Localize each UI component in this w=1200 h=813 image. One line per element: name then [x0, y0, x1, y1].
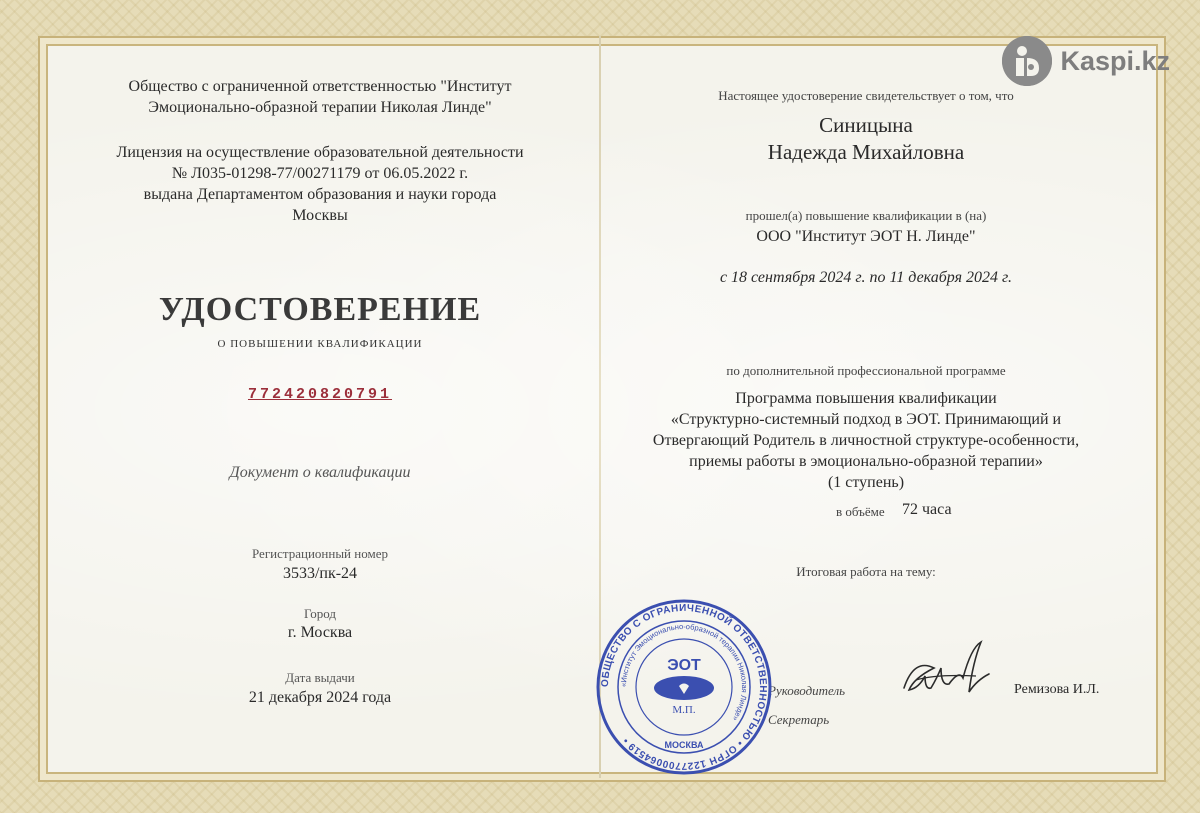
head-label: Руководитель: [768, 683, 846, 698]
secretary-label: Секретарь: [768, 712, 830, 727]
license-line2: № Л035-01298-77/00271179 от 06.05.2022 г.: [171, 165, 469, 182]
institution-name: ООО "Институт ЭОТ Н. Линде": [756, 228, 976, 245]
program-intro: по дополнительной профессиональной программе: [726, 363, 1006, 378]
program-line3: Отвергающий Родитель в личностной структуре-особенности,: [652, 432, 1080, 449]
reg-number-label: Регистрационный номер: [252, 546, 388, 561]
training-period: с 18 сентября 2024 г. по 11 декабря 2024 г.: [719, 269, 1013, 286]
org-name-line1: Общество с ограниченной ответственностью "Институт: [128, 78, 512, 95]
holder-surname: Синицына: [819, 113, 913, 137]
stamp-ring-text: ОБЩЕСТВО С ОГРАНИЧЕННОЙ ОТВЕТСТВЕННОСТЬЮ • ОГРН 1227700064519 •: [599, 602, 769, 772]
volume-value: 72 часа: [902, 501, 952, 518]
holder-given-names: Надежда Михайловна: [767, 140, 965, 164]
stamp-center-text: ЭОТ: [667, 657, 701, 674]
stamp-city-text: МОСКВА: [664, 740, 704, 750]
license-line1: Лицензия на осуществление образовательной деятельности: [116, 144, 524, 161]
org-name-line2: Эмоционально-образной терапии Николая Линде": [148, 99, 492, 116]
head-signature: [896, 640, 1026, 710]
license-line3: выдана Департаментом образования и науки города: [143, 186, 497, 203]
reg-number-value: 3533/пк-24: [282, 565, 358, 582]
final-work-label: Итоговая работа на тему:: [796, 564, 936, 579]
city-label: Город: [303, 606, 337, 621]
program-line5: (1 ступень): [827, 474, 905, 491]
serial-number-wrap: [40, 385, 600, 403]
city-value: г. Москва: [287, 624, 353, 641]
license-line4: Москвы: [292, 207, 348, 224]
stamp-mp-text: М.П.: [672, 704, 696, 716]
intro-text: Настоящее удостоверение свидетельствует о том, что: [718, 88, 1014, 103]
issue-date-value: 21 декабря 2024 года: [248, 689, 392, 706]
stamp-inner-text: «Институт Эмоционально-образной терапии Николая Линде»: [618, 621, 750, 723]
certificate-title: УДОСТОВЕРЕНИЕ: [158, 291, 482, 328]
official-stamp: [595, 598, 773, 776]
certificate-subtitle: О ПОВЫШЕНИИ КВАЛИФИКАЦИИ: [217, 338, 423, 350]
passed-text: прошел(а) повышение квалификации в (на): [745, 208, 987, 223]
document-type: Документ о квалификации: [229, 464, 411, 481]
issue-date-label: Дата выдачи: [285, 670, 355, 685]
volume-label: в объёме: [836, 504, 885, 519]
program-line1: Программа повышения квалификации: [735, 390, 997, 407]
left-page: [40, 36, 600, 778]
program-line2: «Структурно-системный подход в ЭОТ. Принимающий и: [670, 411, 1062, 428]
kaspi-brand-text: Kaspi.kz: [1060, 45, 1170, 76]
program-line4: приемы работы в эмоционально-образной терапии»: [689, 453, 1043, 470]
serial-number: 772420820791: [247, 386, 393, 403]
head-name: Ремизова И.Л.: [1014, 682, 1100, 697]
